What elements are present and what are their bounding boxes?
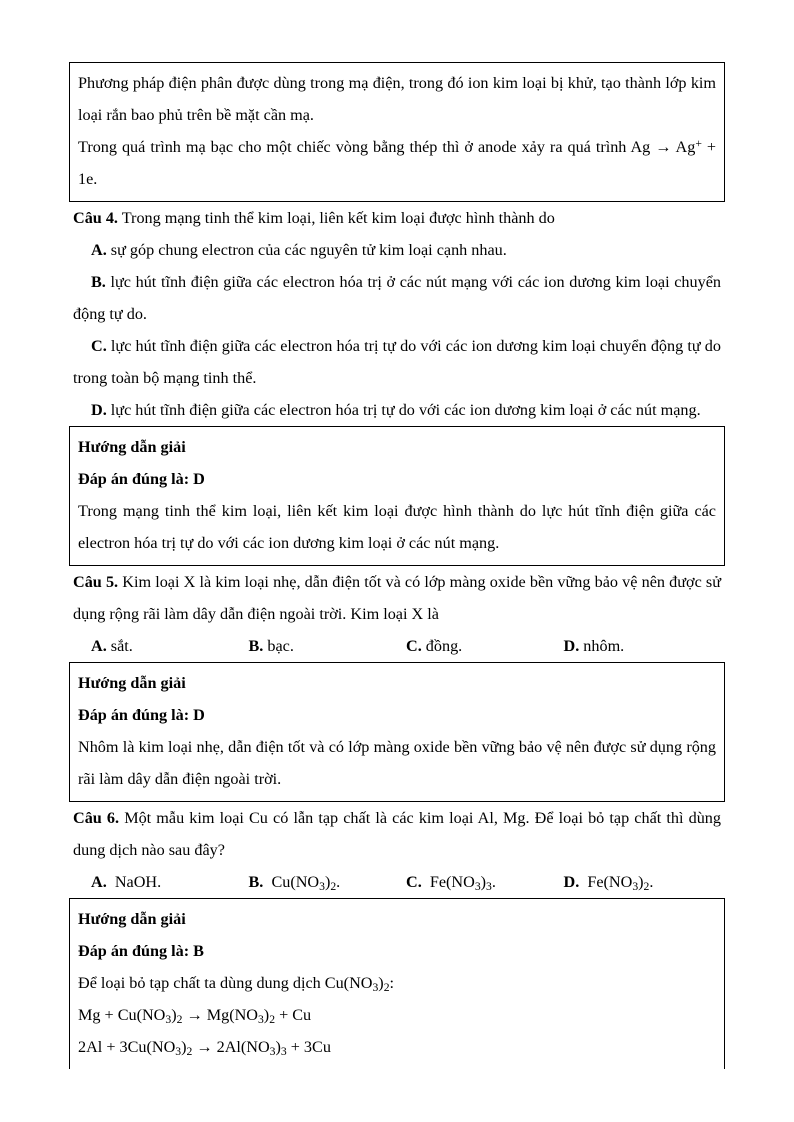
question-6-option-d-text: $Fe(NO_3)_2$. [579,873,654,893]
question-4-option-d-text: lực hút tĩnh điện giữa các electron hóa trị tự do với các ion dương kim loại ở các nút mạng. [106,401,701,419]
question-4-option-b-label: B. [91,273,106,291]
solution-body-question-5: Nhôm là kim loại nhẹ, dẫn điện tốt và có lớp màng oxide bền vững bảo vệ nên được sử dụng rộng rãi làm dây dẫn điện ngoài trời. [78,738,716,788]
question-5 [69,566,725,662]
correct-answer-question-4: Đáp án đúng là: D [78,470,205,488]
question-6-stem [73,802,721,866]
question-6-options-row [73,866,721,898]
solution-heading-question-6: Hướng dẫn giải [78,910,186,928]
chemical-equation-1: $Mg + Cu(NO_3)_2 \to Mg(NO_3)_2 + Cu$ [78,1006,312,1026]
solution-box-question-6 [69,898,725,1069]
correct-answer-question-6: Đáp án đúng là: B [78,942,204,960]
question-4-option-a[interactable] [73,234,721,266]
question-5-option-c-text: đồng. [421,637,463,655]
question-4-stem [73,202,721,234]
explanation-box-top [69,62,725,202]
question-4-option-d-label: D. [91,401,107,419]
solution-body-question-6: Để loại bỏ tạp chất ta dùng dung dịch $Cu(NO_3)_2$: [78,974,395,994]
question-5-option-c-label: C. [406,637,422,655]
question-6-option-c-text: $Fe(NO_3)_3$. [421,873,496,893]
question-6-stem-text: Một mẫu kim loại Cu có lẫn tạp chất là các kim loại Al, Mg. Để loại bỏ tạp chất thì dùng dung dịch nào sau đây? [73,809,721,859]
question-5-option-a-text: sắt. [106,637,133,655]
question-6 [69,802,725,898]
question-5-option-c[interactable] [406,630,564,662]
document-page [69,62,725,1069]
question-4-option-a-text: sự góp chung electron của các nguyên tử kim loại cạnh nhau. [106,241,507,259]
question-5-option-d-text: nhôm. [579,637,625,655]
question-4-option-b-text: lực hút tĩnh điện giữa các electron hóa trị ở các nút mạng với các ion dương kim loại chuyển động tự do. [73,273,721,323]
question-5-options-row [73,630,721,662]
solution-box-question-5 [69,662,725,802]
solution-body-question-4: Trong mạng tinh thể kim loại, liên kết kim loại được hình thành do lực hút tĩnh điện giữa các electron hóa trị tự do với các ion dương kim loại ở các nút mạng. [78,502,716,552]
question-5-stem [73,566,721,630]
question-6-option-c-label: C. [406,873,422,891]
solution-heading-question-5: Hướng dẫn giải [78,674,186,692]
question-5-number: Câu 5. [73,573,119,591]
silver-ion-charge-superscript: + [695,136,702,150]
question-5-option-a-label: A. [91,637,107,655]
question-6-number: Câu 6. [73,809,120,827]
question-5-option-b[interactable] [249,630,407,662]
question-4-option-c[interactable] [73,330,721,394]
question-6-option-d[interactable] [564,866,722,898]
question-6-option-a[interactable] [91,866,249,898]
question-6-option-a-text: NaOH. [106,873,162,891]
question-6-option-d-label: D. [563,873,580,891]
question-4-number: Câu 4. [73,209,118,227]
question-6-option-b-text: $Cu(NO_3)_2$. [263,873,341,893]
question-5-option-d[interactable] [564,630,722,662]
explanation-top-line2-pre: Trong quá trình mạ bạc cho một chiếc vòng bằng thép thì ở anode xảy ra quá trình Ag → Ag [78,138,696,156]
question-4-stem-text: Trong mạng tinh thể kim loại, liên kết kim loại được hình thành do [117,209,555,227]
question-5-stem-text: Kim loại X là kim loại nhẹ, dẫn điện tốt và có lớp màng oxide bền vững bảo vệ nên được sử dụng rộng rãi làm dây dẫn điện ngoài trời. Kim loại X là [73,573,721,623]
chemical-equation-2: $2Al + 3Cu(NO_3)_2 \to 2Al(NO_3)_3 + 3Cu$ [78,1038,331,1058]
question-6-option-b[interactable] [249,866,407,898]
question-5-option-d-label: D. [563,637,580,655]
question-4-option-c-text: lực hút tĩnh điện giữa các electron hóa trị tự do với các ion dương kim loại chuyển động tự do trong toàn bộ mạng tinh thể. [73,337,721,387]
question-6-option-c[interactable] [406,866,564,898]
question-4-option-b[interactable] [73,266,721,330]
question-5-option-a[interactable] [91,630,249,662]
solution-box-question-4 [69,426,725,566]
explanation-top-line2 [78,131,716,195]
solution-heading-question-4: Hướng dẫn giải [78,438,186,456]
question-4-option-c-label: C. [91,337,107,355]
question-5-option-b-label: B. [248,637,264,655]
question-4-option-a-label: A. [91,241,107,259]
question-5-option-b-text: bạc. [263,637,294,655]
question-6-option-b-label: B. [248,873,264,891]
question-4-option-d[interactable] [73,394,721,426]
explanation-top-line2-post: + 1e. [78,138,716,188]
question-6-option-a-label: A. [91,873,107,891]
question-4 [69,202,725,426]
correct-answer-question-5: Đáp án đúng là: D [78,706,205,724]
explanation-top-line1: Phương pháp điện phân được dùng trong mạ điện, trong đó ion kim loại bị khử, tạo thành lớp kim loại rắn bao phủ trên bề mặt cần mạ. [78,74,716,124]
